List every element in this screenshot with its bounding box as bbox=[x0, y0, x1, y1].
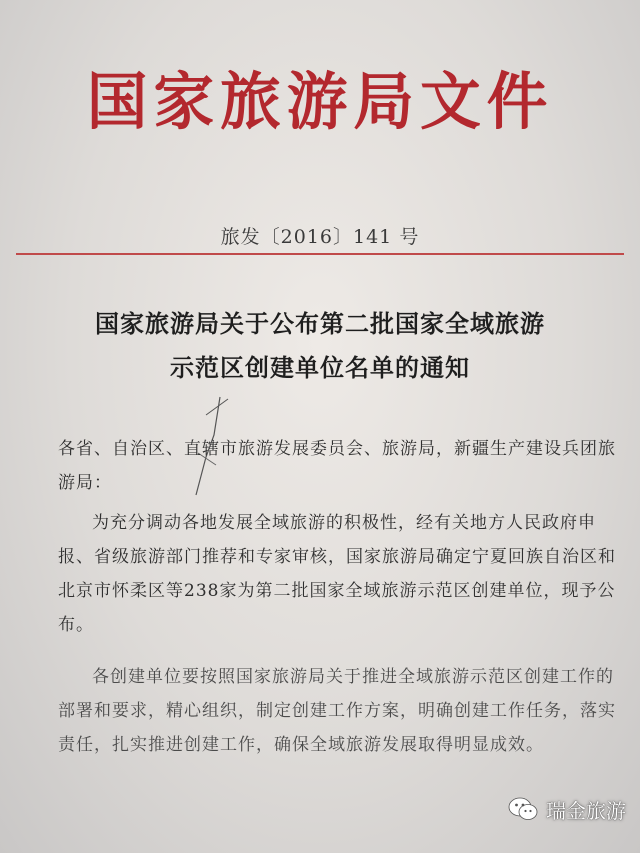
document-number: 旅发〔2016〕141 号 bbox=[220, 226, 420, 248]
wechat-icon bbox=[508, 796, 538, 822]
header-divider bbox=[16, 253, 624, 255]
paragraph-2: 各创建单位要按照国家旅游局关于推进全域旅游示范区创建工作的部署和要求，精心组织，制定创建工作方案，明确创建工作任务，落实责任，扎实推进创建工作，确保全域旅游发展取得明显成效。 bbox=[58, 667, 616, 755]
account-watermark bbox=[508, 789, 626, 829]
watermark-label: 瑞金旅游 bbox=[546, 798, 626, 823]
notice-body bbox=[58, 432, 618, 762]
paragraph-1: 为充分调动各地发展全域旅游的积极性，经有关地方人民政府申报、省级旅游部门推荐和专家审核，国家旅游局确定宁夏回族自治区和北京市怀柔区等238家为第二批国家全域旅游示范区创建单位，现予公布。 bbox=[58, 513, 616, 635]
notice-title-line-2: 示范区创建单位名单的通知 bbox=[170, 354, 470, 382]
salutation: 各省、自治区、直辖市旅游发展委员会、旅游局，新疆生产建设兵团旅游局： bbox=[58, 439, 616, 493]
notice-title bbox=[0, 302, 640, 390]
document-header-title: 国家旅游局文件 bbox=[86, 65, 554, 138]
notice-title-line-1: 国家旅游局关于公布第二批国家全域旅游 bbox=[95, 310, 545, 338]
